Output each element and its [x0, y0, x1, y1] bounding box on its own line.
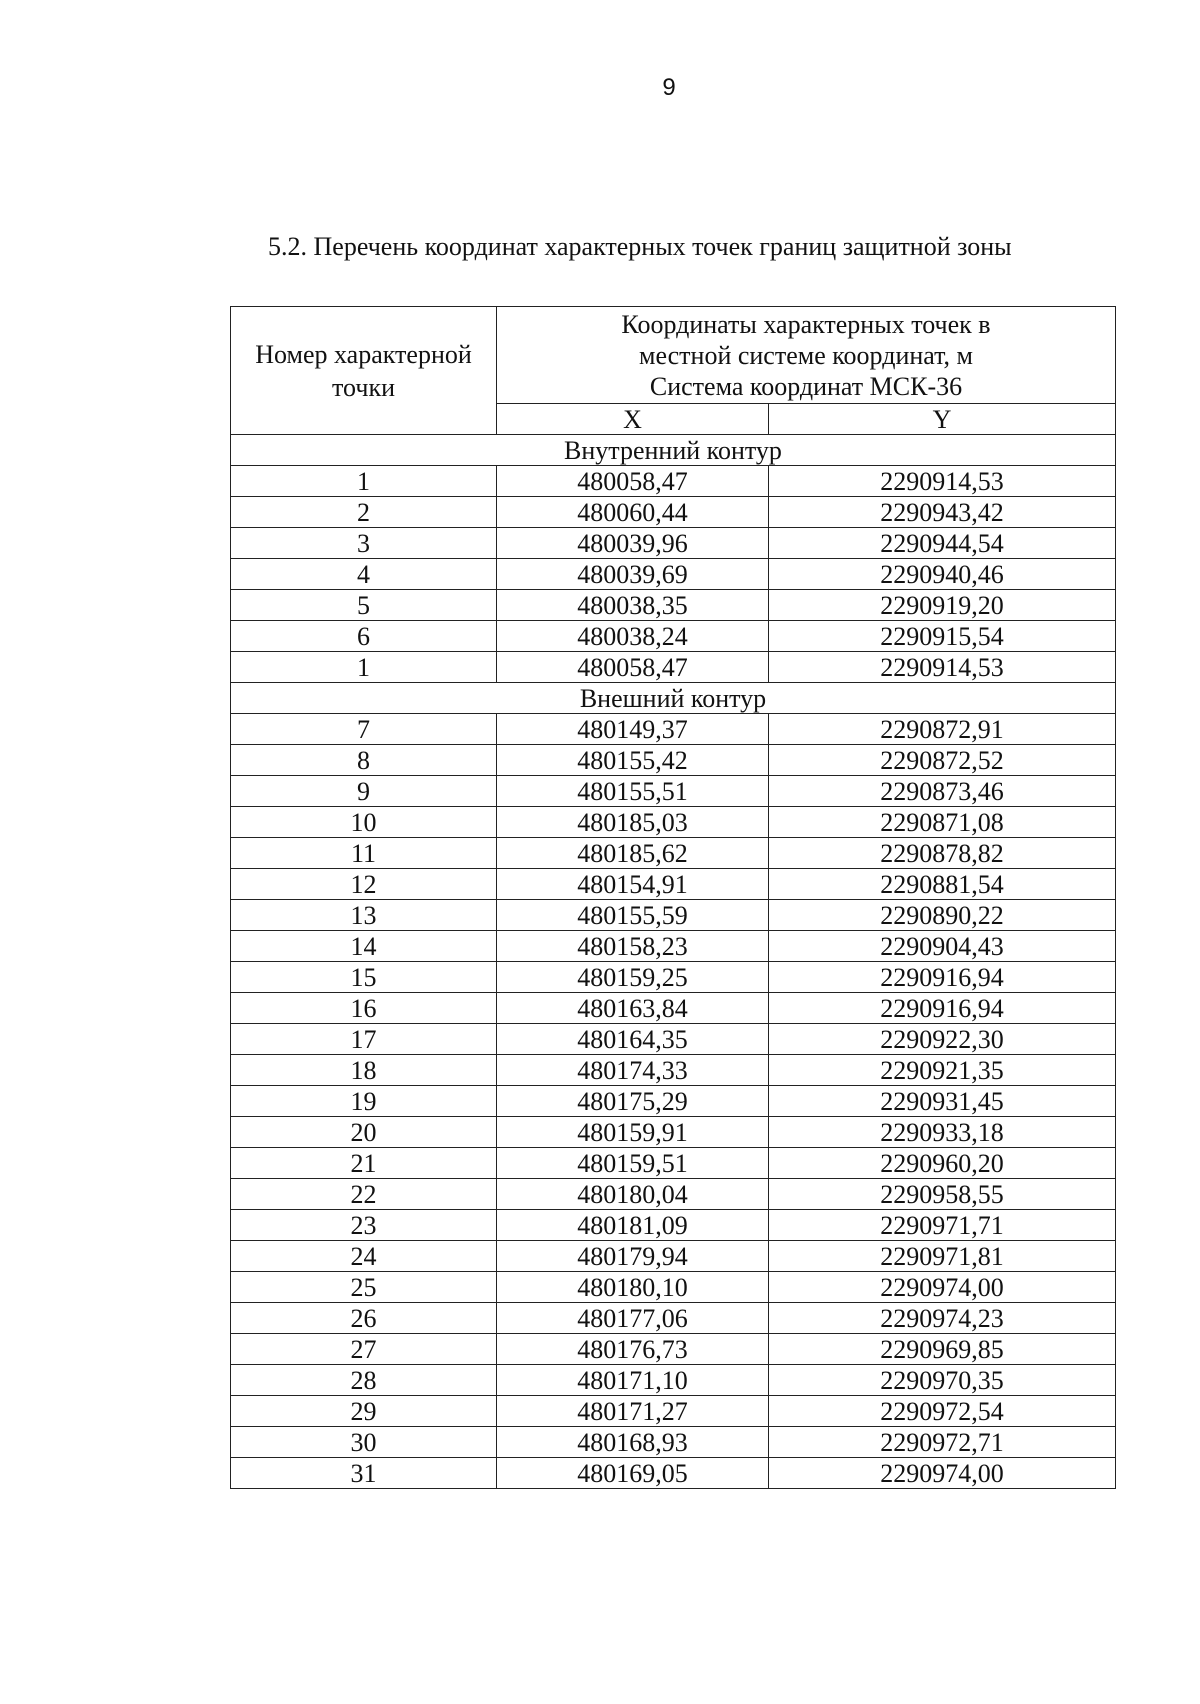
table-row — [231, 621, 1116, 652]
table-row — [231, 1024, 1116, 1055]
header-y: Y — [769, 404, 1116, 435]
point-number-cell: 16 — [231, 993, 497, 1024]
y-coordinate-cell: 2290972,54 — [769, 1396, 1116, 1427]
y-coordinate-cell: 2290890,22 — [769, 900, 1116, 931]
table-row — [231, 497, 1116, 528]
y-coordinate-cell: 2290872,52 — [769, 745, 1116, 776]
x-coordinate-cell: 480180,10 — [497, 1272, 769, 1303]
x-coordinate-cell: 480164,35 — [497, 1024, 769, 1055]
point-number-cell: 1 — [231, 466, 497, 497]
y-coordinate-cell: 2290970,35 — [769, 1365, 1116, 1396]
point-number-cell: 8 — [231, 745, 497, 776]
point-number-cell: 4 — [231, 559, 497, 590]
table-row — [231, 1458, 1116, 1489]
x-coordinate-cell: 480185,62 — [497, 838, 769, 869]
x-coordinate-cell: 480174,33 — [497, 1055, 769, 1086]
x-coordinate-cell: 480181,09 — [497, 1210, 769, 1241]
y-coordinate-cell: 2290922,30 — [769, 1024, 1116, 1055]
y-coordinate-cell: 2290958,55 — [769, 1179, 1116, 1210]
table-row — [231, 900, 1116, 931]
page-number: 9 — [662, 74, 676, 101]
point-number-cell: 2 — [231, 497, 497, 528]
y-coordinate-cell: 2290969,85 — [769, 1334, 1116, 1365]
y-coordinate-cell: 2290940,46 — [769, 559, 1116, 590]
y-coordinate-cell: 2290919,20 — [769, 590, 1116, 621]
point-number-cell: 3 — [231, 528, 497, 559]
y-coordinate-cell: 2290914,53 — [769, 652, 1116, 683]
table-row — [231, 1055, 1116, 1086]
x-coordinate-cell: 480163,84 — [497, 993, 769, 1024]
table-row — [231, 1179, 1116, 1210]
section-row — [231, 683, 1116, 714]
point-number-cell: 23 — [231, 1210, 497, 1241]
table-row — [231, 1241, 1116, 1272]
y-coordinate-cell: 2290944,54 — [769, 528, 1116, 559]
y-coordinate-cell: 2290974,00 — [769, 1458, 1116, 1489]
y-coordinate-cell: 2290878,82 — [769, 838, 1116, 869]
section-title: Внешний контур — [231, 683, 1116, 714]
x-coordinate-cell: 480175,29 — [497, 1086, 769, 1117]
table-row — [231, 1086, 1116, 1117]
table-row — [231, 776, 1116, 807]
y-coordinate-cell: 2290904,43 — [769, 931, 1116, 962]
x-coordinate-cell: 480159,91 — [497, 1117, 769, 1148]
table-row — [231, 528, 1116, 559]
y-coordinate-cell: 2290873,46 — [769, 776, 1116, 807]
header-point-number: Номер характерной точки — [231, 307, 497, 435]
point-number-cell: 20 — [231, 1117, 497, 1148]
x-coordinate-cell: 480180,04 — [497, 1179, 769, 1210]
section-title: Внутренний контур — [231, 435, 1116, 466]
point-number-cell: 30 — [231, 1427, 497, 1458]
x-coordinate-cell: 480171,10 — [497, 1365, 769, 1396]
point-number-cell: 21 — [231, 1148, 497, 1179]
table-row — [231, 931, 1116, 962]
header-coordinates — [497, 307, 1116, 404]
x-coordinate-cell: 480038,24 — [497, 621, 769, 652]
y-coordinate-cell: 2290881,54 — [769, 869, 1116, 900]
x-coordinate-cell: 480039,96 — [497, 528, 769, 559]
point-number-cell: 18 — [231, 1055, 497, 1086]
coordinates-table — [230, 306, 1116, 1489]
point-number-cell: 28 — [231, 1365, 497, 1396]
y-coordinate-cell: 2290921,35 — [769, 1055, 1116, 1086]
y-coordinate-cell: 2290974,23 — [769, 1303, 1116, 1334]
x-coordinate-cell: 480155,51 — [497, 776, 769, 807]
x-coordinate-cell: 480159,25 — [497, 962, 769, 993]
point-number-cell: 9 — [231, 776, 497, 807]
point-number-cell: 17 — [231, 1024, 497, 1055]
header-coordinates-line3: Система координат МСК-36 — [649, 371, 963, 401]
x-coordinate-cell: 480155,59 — [497, 900, 769, 931]
point-number-cell: 24 — [231, 1241, 497, 1272]
y-coordinate-cell: 2290960,20 — [769, 1148, 1116, 1179]
point-number-cell: 15 — [231, 962, 497, 993]
point-number-cell: 5 — [231, 590, 497, 621]
table-body — [231, 435, 1116, 1489]
table-row — [231, 590, 1116, 621]
table-row — [231, 714, 1116, 745]
section-row — [231, 435, 1116, 466]
point-number-cell: 31 — [231, 1458, 497, 1489]
point-number-cell: 13 — [231, 900, 497, 931]
y-coordinate-cell: 2290933,18 — [769, 1117, 1116, 1148]
y-coordinate-cell: 2290915,54 — [769, 621, 1116, 652]
table-row — [231, 993, 1116, 1024]
point-number-cell: 1 — [231, 652, 497, 683]
point-number-cell: 25 — [231, 1272, 497, 1303]
x-coordinate-cell: 480060,44 — [497, 497, 769, 528]
point-number-cell: 29 — [231, 1396, 497, 1427]
point-number-cell: 26 — [231, 1303, 497, 1334]
y-coordinate-cell: 2290971,81 — [769, 1241, 1116, 1272]
point-number-cell: 11 — [231, 838, 497, 869]
x-coordinate-cell: 480159,51 — [497, 1148, 769, 1179]
document-heading: 5.2. Перечень координат характерных точек границ защитной зоны — [268, 232, 1012, 261]
table-row — [231, 1303, 1116, 1334]
table-row — [231, 1334, 1116, 1365]
x-coordinate-cell: 480039,69 — [497, 559, 769, 590]
x-coordinate-cell: 480158,23 — [497, 931, 769, 962]
header-coordinates-line2: местной системе координат, м — [638, 340, 973, 370]
x-coordinate-cell: 480169,05 — [497, 1458, 769, 1489]
y-coordinate-cell: 2290872,91 — [769, 714, 1116, 745]
point-number-cell: 19 — [231, 1086, 497, 1117]
x-coordinate-cell: 480179,94 — [497, 1241, 769, 1272]
table-row — [231, 1396, 1116, 1427]
point-number-cell: 14 — [231, 931, 497, 962]
x-coordinate-cell: 480149,37 — [497, 714, 769, 745]
table-row — [231, 962, 1116, 993]
x-coordinate-cell: 480185,03 — [497, 807, 769, 838]
y-coordinate-cell: 2290871,08 — [769, 807, 1116, 838]
table-row — [231, 745, 1116, 776]
x-coordinate-cell: 480168,93 — [497, 1427, 769, 1458]
x-coordinate-cell: 480176,73 — [497, 1334, 769, 1365]
table-row — [231, 652, 1116, 683]
y-coordinate-cell: 2290916,94 — [769, 993, 1116, 1024]
x-coordinate-cell: 480058,47 — [497, 652, 769, 683]
table-row — [231, 559, 1116, 590]
y-coordinate-cell: 2290914,53 — [769, 466, 1116, 497]
table-row — [231, 1117, 1116, 1148]
x-coordinate-cell: 480177,06 — [497, 1303, 769, 1334]
header-coordinates-line1: Координаты характерных точек в — [621, 309, 991, 339]
header-x: X — [497, 404, 769, 435]
table-row — [231, 1365, 1116, 1396]
point-number-cell: 6 — [231, 621, 497, 652]
table-row — [231, 1210, 1116, 1241]
x-coordinate-cell: 480038,35 — [497, 590, 769, 621]
point-number-cell: 7 — [231, 714, 497, 745]
table-row — [231, 807, 1116, 838]
y-coordinate-cell: 2290971,71 — [769, 1210, 1116, 1241]
y-coordinate-cell: 2290974,00 — [769, 1272, 1116, 1303]
table-row — [231, 466, 1116, 497]
table-row — [231, 869, 1116, 900]
table-header-row — [231, 307, 1116, 404]
table-row — [231, 838, 1116, 869]
y-coordinate-cell: 2290943,42 — [769, 497, 1116, 528]
y-coordinate-cell: 2290916,94 — [769, 962, 1116, 993]
point-number-cell: 12 — [231, 869, 497, 900]
table-row — [231, 1148, 1116, 1179]
x-coordinate-cell: 480155,42 — [497, 745, 769, 776]
point-number-cell: 27 — [231, 1334, 497, 1365]
point-number-cell: 22 — [231, 1179, 497, 1210]
x-coordinate-cell: 480171,27 — [497, 1396, 769, 1427]
table-row — [231, 1272, 1116, 1303]
y-coordinate-cell: 2290931,45 — [769, 1086, 1116, 1117]
table-row — [231, 1427, 1116, 1458]
x-coordinate-cell: 480154,91 — [497, 869, 769, 900]
x-coordinate-cell: 480058,47 — [497, 466, 769, 497]
y-coordinate-cell: 2290972,71 — [769, 1427, 1116, 1458]
point-number-cell: 10 — [231, 807, 497, 838]
